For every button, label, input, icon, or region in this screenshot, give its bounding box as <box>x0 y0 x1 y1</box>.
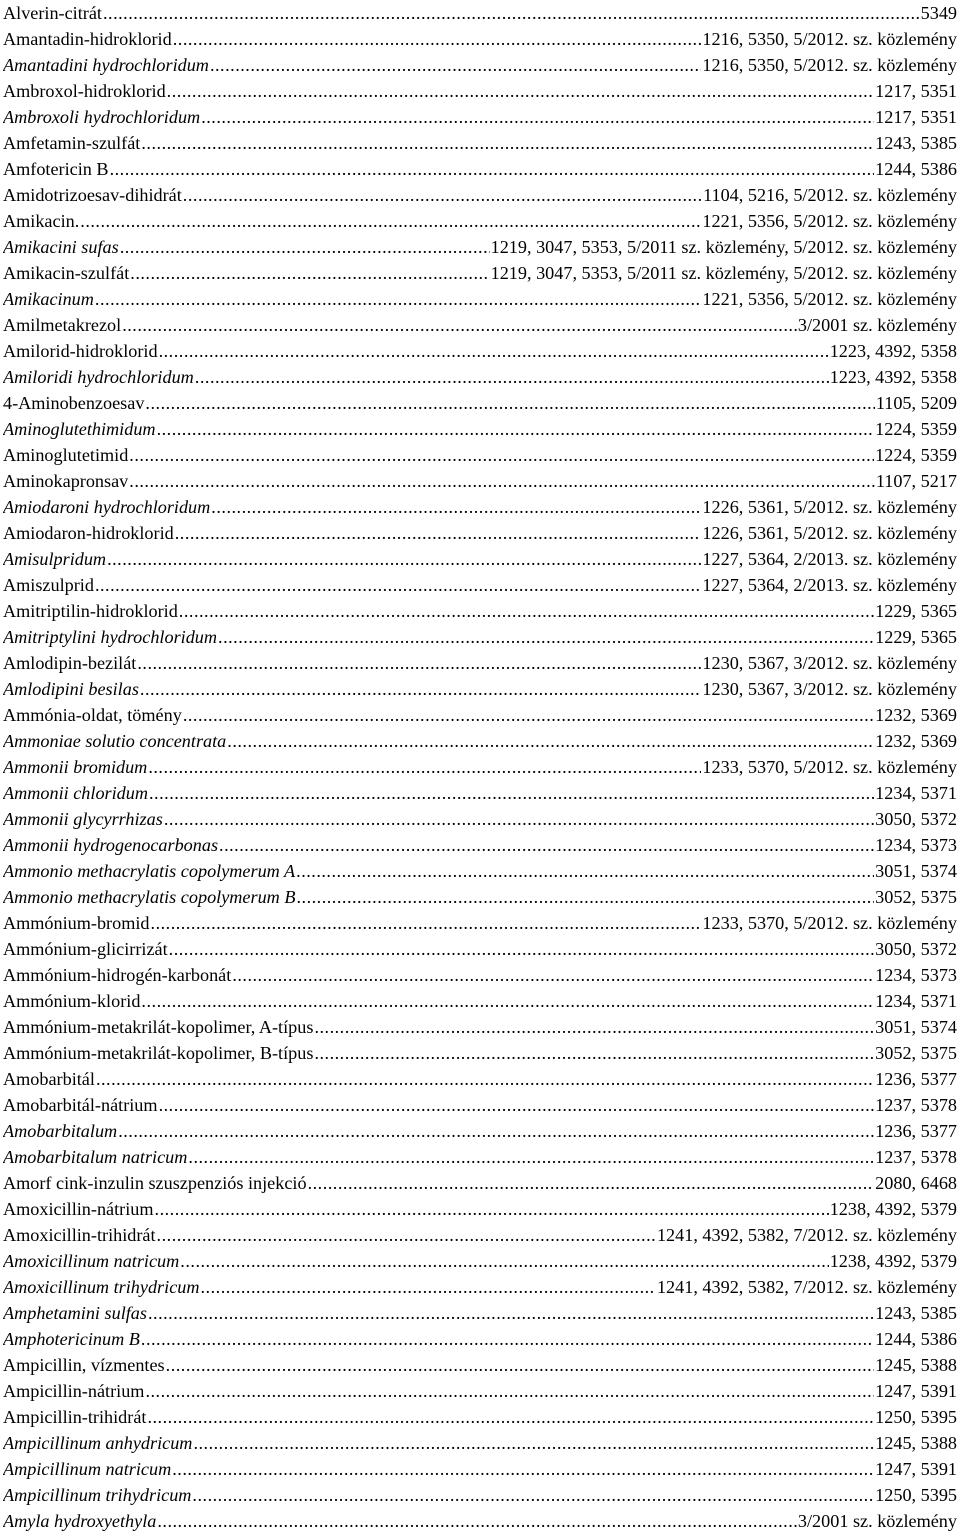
dot-leader <box>147 1404 874 1430</box>
index-entry <box>3 884 957 910</box>
entry-term: Ampicillin-nátrium <box>3 1381 145 1401</box>
entry-references: 5349 <box>920 3 957 23</box>
entry-term: Ambroxol-hidroklorid <box>3 81 166 101</box>
index-entry <box>3 208 957 234</box>
dot-leader <box>211 494 701 520</box>
dot-leader <box>130 260 489 286</box>
entry-term: Amphotericinum B <box>3 1329 140 1349</box>
index-list <box>3 0 957 1534</box>
dot-leader <box>169 936 875 962</box>
entry-term: Amiodaron-hidroklorid <box>3 523 174 543</box>
index-entry <box>3 1066 957 1092</box>
index-entry <box>3 338 957 364</box>
entry-references: 1230, 5367, 3/2012. sz. közlemény <box>702 653 957 673</box>
entry-references: 2080, 6468 <box>875 1173 957 1193</box>
entry-term: Ammonio methacrylatis copolymerum A <box>3 861 296 881</box>
entry-term: Amisulpridum <box>3 549 107 569</box>
entry-references: 1243, 5385 <box>875 1303 957 1323</box>
dot-leader <box>151 910 702 936</box>
index-entry <box>3 1300 957 1326</box>
entry-term: Alverin-citrát <box>3 3 102 23</box>
index-entry <box>3 962 957 988</box>
index-entry <box>3 1482 957 1508</box>
entry-term: Ampicillinum natricum <box>3 1459 172 1479</box>
dot-leader <box>172 1456 874 1482</box>
dot-leader <box>296 858 874 884</box>
index-entry <box>3 1404 957 1430</box>
entry-term: Ampicillinum trihydricum <box>3 1485 192 1505</box>
dot-leader <box>122 312 797 338</box>
entry-term: Amlodipini besilas <box>3 679 139 699</box>
dot-leader <box>164 806 874 832</box>
index-entry <box>3 234 957 260</box>
index-entry <box>3 910 957 936</box>
entry-term: Amfotericin B <box>3 159 109 179</box>
index-entry <box>3 104 957 130</box>
dot-leader <box>227 728 874 754</box>
entry-term: Ammonii bromidum <box>3 757 148 777</box>
entry-term: Amobarbitál <box>3 1069 95 1089</box>
dot-leader <box>183 182 702 208</box>
dot-leader <box>296 884 874 910</box>
entry-term: Amikacin-szulfát <box>3 263 130 283</box>
entry-references: 1236, 5377 <box>875 1069 957 1089</box>
entry-term: Ampicillin, vízmentes <box>3 1355 165 1375</box>
entry-references: 1104, 5216, 5/2012. sz. közlemény <box>703 185 957 205</box>
dot-leader <box>107 546 701 572</box>
dot-leader <box>149 780 874 806</box>
index-entry <box>3 936 957 962</box>
entry-references: 1223, 4392, 5358 <box>829 367 957 387</box>
dot-leader <box>159 1092 875 1118</box>
index-entry <box>3 702 957 728</box>
index-entry <box>3 416 957 442</box>
dot-leader <box>157 416 875 442</box>
entry-references: 1221, 5356, 5/2012. sz. közlemény <box>702 211 957 231</box>
index-entry <box>3 598 957 624</box>
dot-leader <box>95 286 701 312</box>
entry-references: 1245, 5388 <box>875 1433 957 1453</box>
index-entry <box>3 676 957 702</box>
entry-term: Amiodaroni hydrochloridum <box>3 497 211 517</box>
dot-leader <box>137 650 701 676</box>
entry-term: Amoxicillinum trihydricum <box>3 1277 200 1297</box>
dot-leader <box>103 0 920 26</box>
entry-references: 1243, 5385 <box>875 133 957 153</box>
entry-term: Amantadini hydrochloridum <box>3 55 209 75</box>
entry-term: Ammónia-oldat, tömény <box>3 705 182 725</box>
entry-references: 1241, 4392, 5382, 7/2012. sz. közlemény <box>656 1277 957 1297</box>
entry-references: 3052, 5375 <box>875 1043 957 1063</box>
index-entry <box>3 1248 957 1274</box>
dot-leader <box>110 156 875 182</box>
dot-leader <box>166 1352 875 1378</box>
dot-leader <box>148 754 701 780</box>
index-entry <box>3 1326 957 1352</box>
index-entry <box>3 1170 957 1196</box>
entry-term: Amoxicillinum natricum <box>3 1251 180 1271</box>
index-entry <box>3 806 957 832</box>
index-entry <box>3 1430 957 1456</box>
entry-term: Ammónium-metakrilát-kopolimer, B-típus <box>3 1043 314 1063</box>
index-entry <box>3 468 957 494</box>
entry-references: 1233, 5370, 5/2012. sz. közlemény <box>702 757 957 777</box>
entry-references: 1216, 5350, 5/2012. sz. közlemény <box>702 55 957 75</box>
entry-references: 3051, 5374 <box>875 861 957 881</box>
entry-term: Amantadin-hidroklorid <box>3 29 172 49</box>
index-entry <box>3 260 957 286</box>
entry-references: 1105, 5209 <box>875 393 957 413</box>
dot-leader <box>201 104 874 130</box>
entry-references: 1237, 5378 <box>875 1147 957 1167</box>
index-entry <box>3 572 957 598</box>
entry-term: Amfetamin-szulfát <box>3 133 141 153</box>
index-entry <box>3 1378 957 1404</box>
index-entry <box>3 156 957 182</box>
entry-term: Ammonii hydrogenocarbonas <box>3 835 219 855</box>
index-entry <box>3 442 957 468</box>
entry-references: 1227, 5364, 2/2013. sz. közlemény <box>702 575 957 595</box>
dot-leader <box>129 442 874 468</box>
entry-references: 3/2001 sz. közlemény <box>797 1511 957 1531</box>
dot-leader <box>148 1300 874 1326</box>
entry-references: 3051, 5374 <box>875 1017 957 1037</box>
index-entry <box>3 1144 957 1170</box>
index-entry <box>3 650 957 676</box>
entry-term: Amorf cink-inzulin szuszpenziós injekció <box>3 1173 307 1193</box>
dot-leader <box>201 1274 656 1300</box>
index-entry <box>3 624 957 650</box>
dot-leader <box>179 598 874 624</box>
entry-references: 1226, 5361, 5/2012. sz. közlemény <box>702 497 957 517</box>
index-entry <box>3 52 957 78</box>
entry-term: Amphetamini sulfas <box>3 1303 147 1323</box>
index-entry <box>3 1456 957 1482</box>
dot-leader <box>188 1144 874 1170</box>
index-entry <box>3 494 957 520</box>
dot-leader <box>193 1430 874 1456</box>
entry-references: 1247, 5391 <box>875 1381 957 1401</box>
entry-term: Amoxicillin-nátrium <box>3 1199 154 1219</box>
entry-references: 1234, 5371 <box>875 783 957 803</box>
dot-leader <box>167 78 874 104</box>
entry-term: Ammónium-hidrogén-karbonát <box>3 965 232 985</box>
entry-references: 1230, 5367, 3/2012. sz. közlemény <box>702 679 957 699</box>
index-entry <box>3 130 957 156</box>
entry-references: 1221, 5356, 5/2012. sz. közlemény <box>702 289 957 309</box>
entry-references: 1232, 5369 <box>875 705 957 725</box>
entry-term: Amitriptilin-hidroklorid <box>3 601 178 621</box>
entry-term: Ammonio methacrylatis copolymerum B <box>3 887 296 907</box>
dot-leader <box>219 832 874 858</box>
entry-references: 1219, 3047, 5353, 5/2011 sz. közlemény, 5/2012. sz. közlemény <box>490 263 957 283</box>
entry-references: 1236, 5377 <box>875 1121 957 1141</box>
entry-references: 3052, 5375 <box>875 887 957 907</box>
index-entry <box>3 78 957 104</box>
index-entry <box>3 286 957 312</box>
entry-term: Amikacini sufas <box>3 237 119 257</box>
entry-term: Ammonii glycyrrhizas <box>3 809 163 829</box>
entry-references: 1107, 5217 <box>875 471 957 491</box>
index-entry <box>3 780 957 806</box>
entry-references: 1232, 5369 <box>875 731 957 751</box>
entry-references: 1234, 5373 <box>875 965 957 985</box>
entry-references: 1226, 5361, 5/2012. sz. közlemény <box>702 523 957 543</box>
entry-references: 1224, 5359 <box>875 419 957 439</box>
dot-leader <box>157 1222 656 1248</box>
dot-leader <box>183 702 874 728</box>
entry-references: 1229, 5365 <box>875 627 957 647</box>
index-entry <box>3 0 957 26</box>
dot-leader <box>80 208 701 234</box>
index-entry <box>3 1274 957 1300</box>
index-entry <box>3 1222 957 1248</box>
entry-references: 1224, 5359 <box>875 445 957 465</box>
entry-term: Ambroxoli hydrochloridum <box>3 107 201 127</box>
entry-references: 1250, 5395 <box>875 1407 957 1427</box>
index-entry <box>3 520 957 546</box>
entry-term: Amilmetakrezol <box>3 315 122 335</box>
dot-leader <box>95 572 701 598</box>
entry-references: 1217, 5351 <box>875 81 957 101</box>
entry-references: 1238, 4392, 5379 <box>829 1251 957 1271</box>
dot-leader <box>218 624 874 650</box>
entry-references: 1250, 5395 <box>875 1485 957 1505</box>
index-entry <box>3 728 957 754</box>
index-entry <box>3 1118 957 1144</box>
dot-leader <box>145 390 874 416</box>
entry-references: 1244, 5386 <box>875 1329 957 1349</box>
entry-term: Amyla hydroxyethyla <box>3 1511 157 1531</box>
entry-term: Ammónium-metakrilát-kopolimer, A-típus <box>3 1017 314 1037</box>
index-entry <box>3 312 957 338</box>
entry-references: 3050, 5372 <box>875 809 957 829</box>
index-entry <box>3 26 957 52</box>
dot-leader <box>140 676 702 702</box>
entry-term: Ammonii chloridum <box>3 783 148 803</box>
dot-leader <box>232 962 874 988</box>
entry-term: Ampicillinum anhydricum <box>3 1433 193 1453</box>
index-entry <box>3 858 957 884</box>
entry-references: 1238, 4392, 5379 <box>829 1199 957 1219</box>
index-entry <box>3 832 957 858</box>
index-entry <box>3 1092 957 1118</box>
index-entry <box>3 390 957 416</box>
entry-references: 3050, 5372 <box>875 939 957 959</box>
entry-references: 1247, 5391 <box>875 1459 957 1479</box>
entry-term: Ammoniae solutio concentrata <box>3 731 227 751</box>
entry-references: 1229, 5365 <box>875 601 957 621</box>
dot-leader <box>314 1014 874 1040</box>
dot-leader <box>159 338 829 364</box>
entry-references: 1227, 5364, 2/2013. sz. közlemény <box>702 549 957 569</box>
entry-references: 1244, 5386 <box>875 159 957 179</box>
dot-leader <box>195 364 829 390</box>
dot-leader <box>129 468 875 494</box>
dot-leader <box>141 988 874 1014</box>
dot-leader <box>118 1118 874 1144</box>
index-entry <box>3 1040 957 1066</box>
dot-leader <box>96 1066 874 1092</box>
index-entry <box>3 1508 957 1534</box>
entry-references: 1234, 5371 <box>875 991 957 1011</box>
entry-term: Ammónium-bromid <box>3 913 150 933</box>
dot-leader <box>308 1170 875 1196</box>
entry-references: 1241, 4392, 5382, 7/2012. sz. közlemény <box>656 1225 957 1245</box>
entry-references: 1237, 5378 <box>875 1095 957 1115</box>
index-entry <box>3 546 957 572</box>
entry-term: Amiloridi hydrochloridum <box>3 367 194 387</box>
entry-term: Ammónium-glicirrizát <box>3 939 168 959</box>
entry-term: Amobarbitál-nátrium <box>3 1095 158 1115</box>
entry-term: Amikacinum <box>3 289 94 309</box>
entry-references: 1219, 3047, 5353, 5/2011 sz. közlemény, 5/2012. sz. közlemény <box>490 237 957 257</box>
index-entry <box>3 1014 957 1040</box>
entry-term: Aminoglutethimidum <box>3 419 156 439</box>
dot-leader <box>120 234 490 260</box>
dot-leader <box>141 130 874 156</box>
entry-term: Amiszulprid <box>3 575 94 595</box>
entry-term: Amlodipin-bezilát <box>3 653 137 673</box>
dot-leader <box>314 1040 874 1066</box>
entry-term: Amikacin. <box>3 211 80 231</box>
entry-references: 1245, 5388 <box>875 1355 957 1375</box>
entry-term: Amitriptylini hydrochloridum <box>3 627 218 647</box>
entry-term: Ampicillin-trihidrát <box>3 1407 147 1427</box>
dot-leader <box>175 520 702 546</box>
entry-term: Aminokapronsav <box>3 471 129 491</box>
entry-term: Amidotrizoesav-dihidrát <box>3 185 182 205</box>
dot-leader <box>210 52 701 78</box>
entry-references: 3/2001 sz. közlemény <box>797 315 957 335</box>
entry-term: Amobarbitalum natricum <box>3 1147 188 1167</box>
entry-references: 1216, 5350, 5/2012. sz. közlemény <box>702 29 957 49</box>
entry-term: Aminoglutetimid <box>3 445 129 465</box>
entry-references: 1223, 4392, 5358 <box>829 341 957 361</box>
index-entry <box>3 1352 957 1378</box>
dot-leader <box>141 1326 874 1352</box>
entry-term: Amoxicillin-trihidrát <box>3 1225 156 1245</box>
index-entry <box>3 1196 957 1222</box>
dot-leader <box>192 1482 874 1508</box>
entry-term: 4-Aminobenzoesav <box>3 393 145 413</box>
dot-leader <box>180 1248 828 1274</box>
index-entry <box>3 364 957 390</box>
dot-leader <box>157 1508 797 1534</box>
dot-leader <box>173 26 702 52</box>
dot-leader <box>155 1196 829 1222</box>
index-entry <box>3 182 957 208</box>
entry-references: 1233, 5370, 5/2012. sz. közlemény <box>702 913 957 933</box>
entry-references: 1217, 5351 <box>875 107 957 127</box>
entry-term: Ammónium-klorid <box>3 991 141 1011</box>
entry-references: 1234, 5373 <box>875 835 957 855</box>
index-entry <box>3 988 957 1014</box>
dot-leader <box>145 1378 874 1404</box>
entry-term: Amilorid-hidroklorid <box>3 341 158 361</box>
index-entry <box>3 754 957 780</box>
entry-term: Amobarbitalum <box>3 1121 118 1141</box>
